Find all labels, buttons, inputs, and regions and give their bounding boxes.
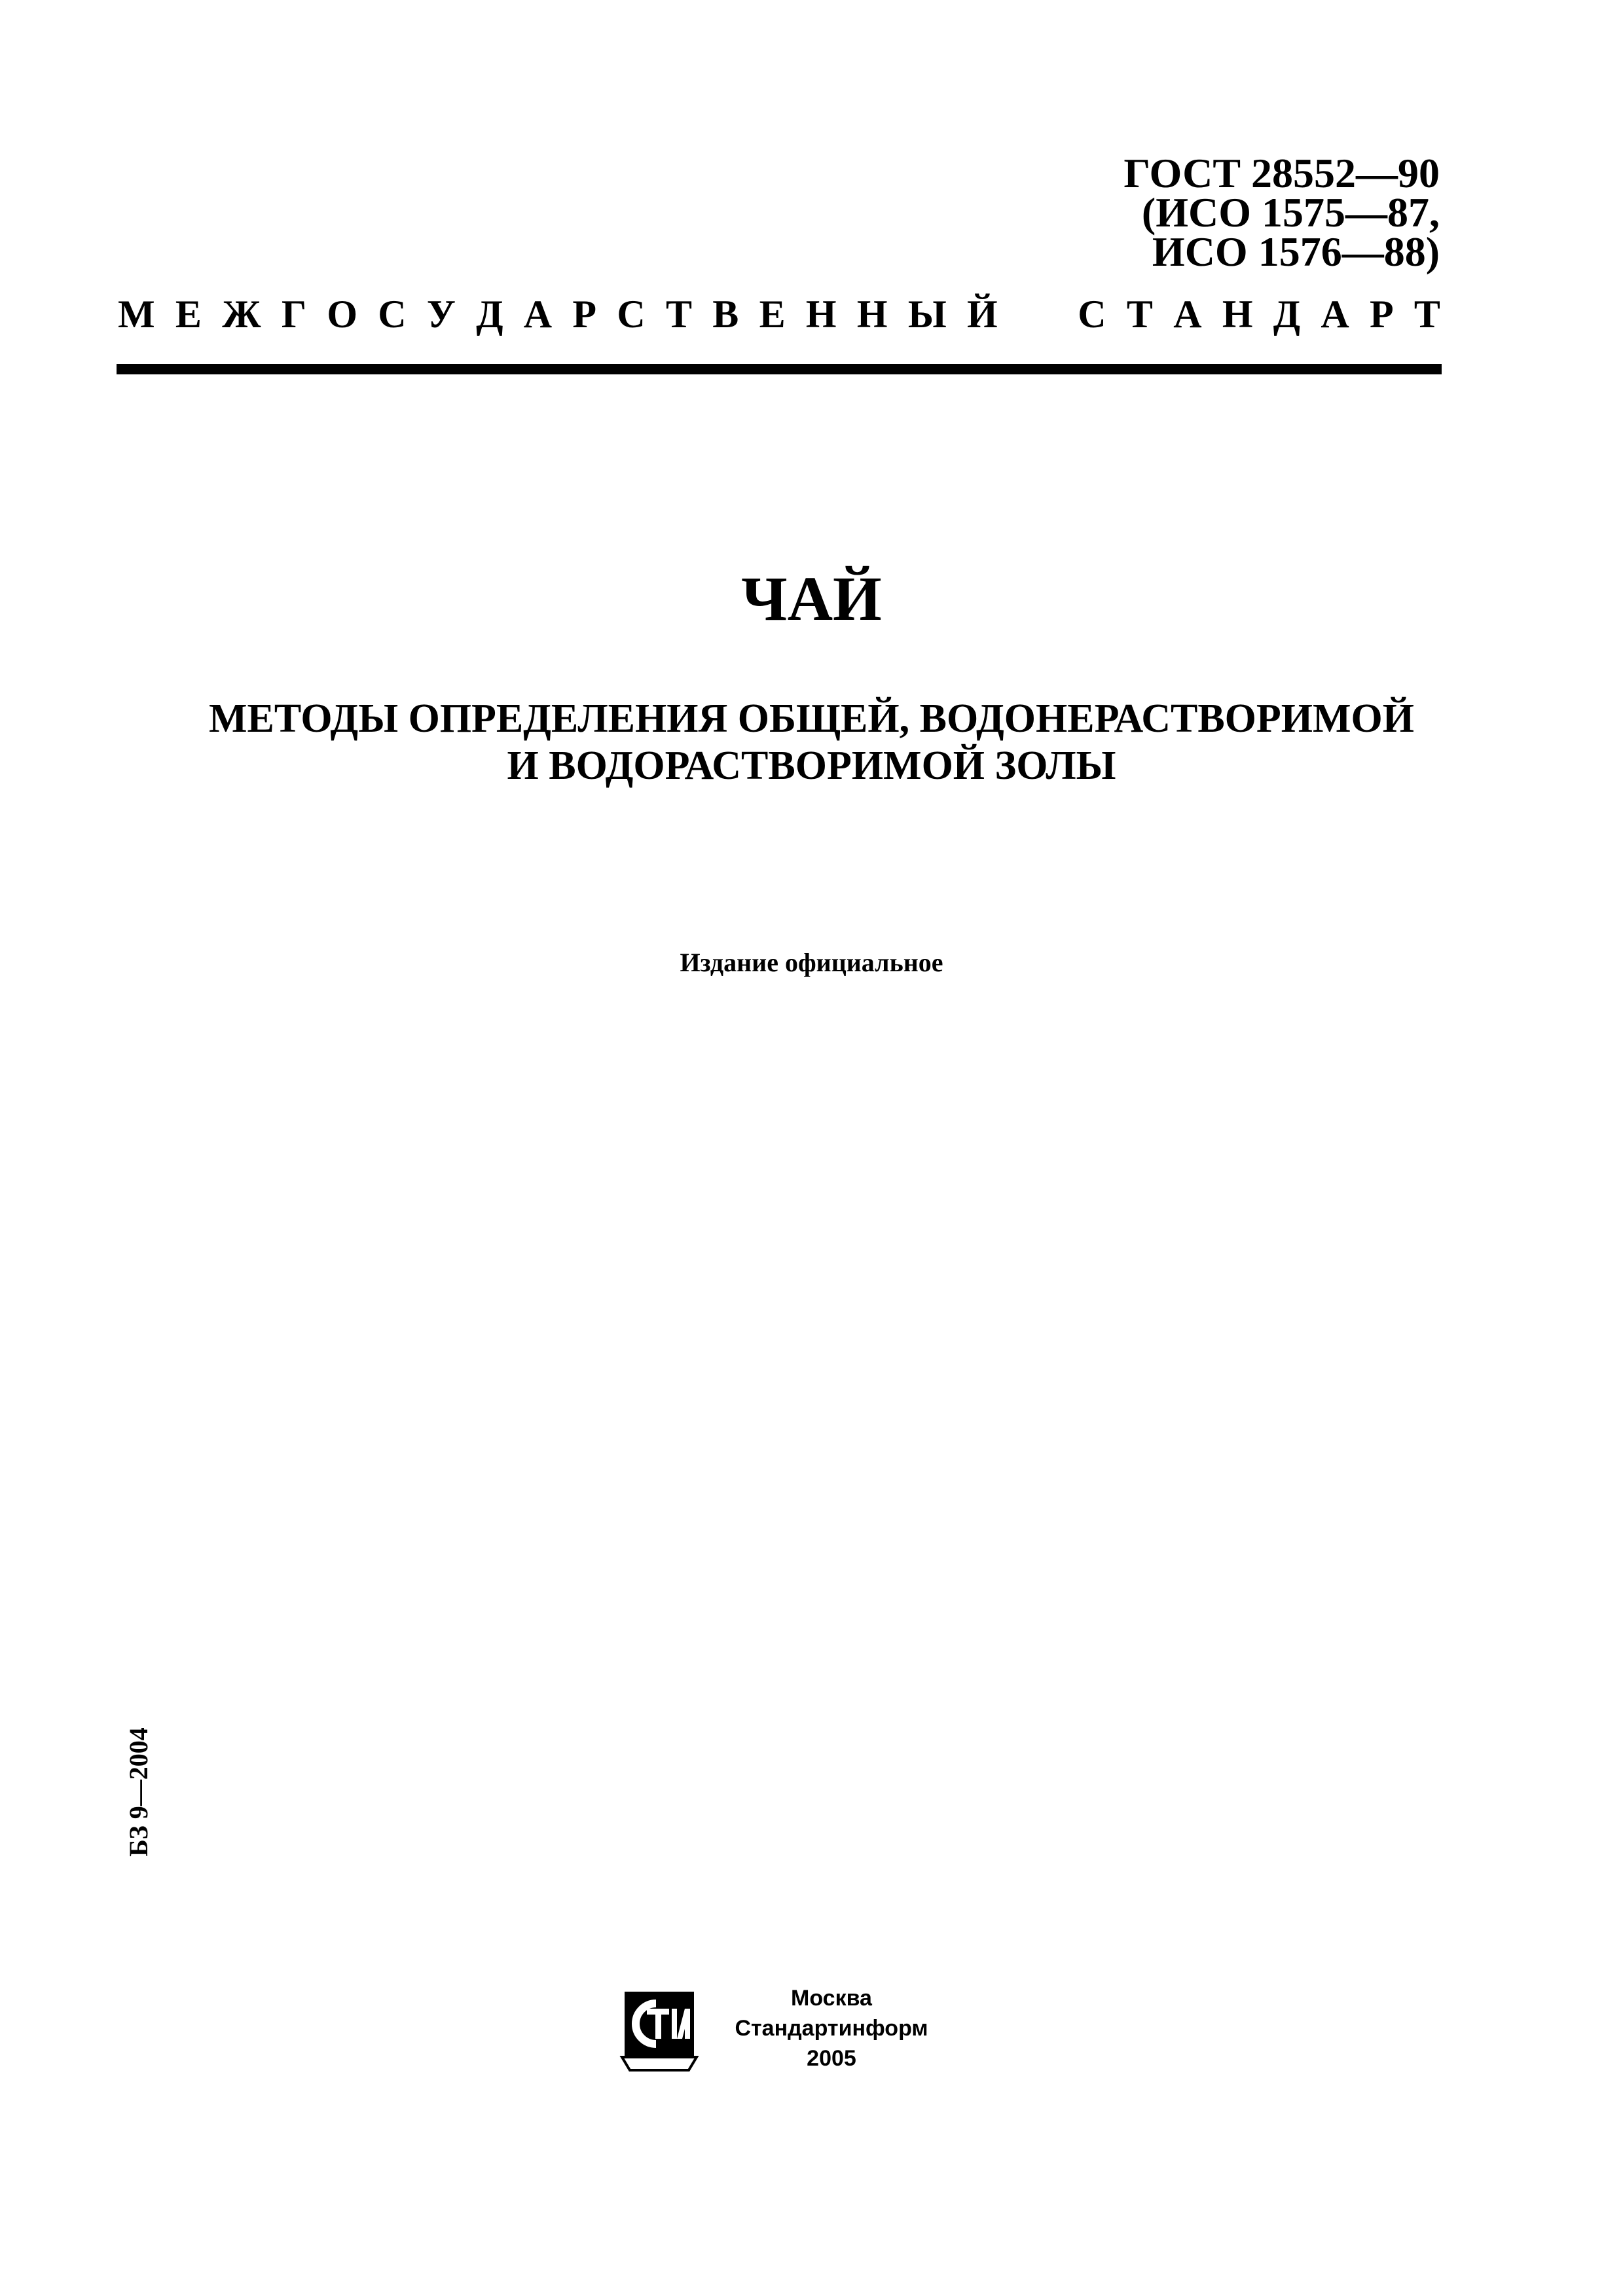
- category-letter: О: [327, 293, 357, 336]
- category-letter: М: [118, 293, 155, 336]
- header-rule: [117, 364, 1442, 374]
- category-letter: У: [426, 293, 456, 336]
- category-letter: Ж: [222, 293, 261, 336]
- side-code: [113, 1707, 165, 1877]
- category-letter: Д: [1273, 293, 1301, 336]
- standard-category: [118, 288, 1440, 340]
- category-letter: С: [617, 293, 646, 336]
- publisher-block: [714, 1983, 949, 2073]
- publisher-year: 2005: [807, 2046, 856, 2071]
- logo-graphic: [610, 1980, 708, 2078]
- designation-line: ГОСТ 28552—90: [1123, 150, 1440, 196]
- subtitle-line: И ВОДОРАСТВОРИМОЙ ЗОЛЫ: [507, 744, 1116, 788]
- category-letter: Т: [1126, 293, 1153, 336]
- standard-designation: [1123, 150, 1440, 275]
- designation-line: ИСО 1576—88): [1152, 228, 1440, 275]
- category-letter: Р: [572, 293, 597, 336]
- subtitle-line: МЕТОДЫ ОПРЕДЕЛЕНИЯ ОБЩЕЙ, ВОДОНЕРАСТВОРИМОЙ: [209, 696, 1414, 741]
- category-letter: Г: [281, 293, 307, 336]
- category-letter: Т: [1413, 293, 1440, 336]
- page-title: ЧАЙ: [741, 564, 882, 634]
- page-subtitle: [0, 695, 1623, 789]
- category-letter: Р: [1369, 293, 1394, 336]
- category-letter: А: [1173, 293, 1202, 336]
- category-letter: Ы: [907, 293, 947, 336]
- category-letter: Д: [476, 293, 503, 336]
- category-letter: Н: [856, 293, 888, 336]
- publisher-name: Стандартинформ: [735, 2016, 928, 2041]
- edition-note: Издание официальное: [680, 948, 943, 977]
- category-letter: А: [523, 293, 553, 336]
- category-letter: Е: [759, 293, 786, 336]
- category-letter: Н: [805, 293, 837, 336]
- word-gap: [1018, 288, 1057, 340]
- publisher-city: Москва: [791, 1986, 872, 2011]
- category-letter: С: [378, 293, 407, 336]
- designation-line: (ИСО 1575—87,: [1141, 189, 1440, 236]
- category-letter: С: [1078, 293, 1106, 336]
- category-letter: В: [712, 293, 739, 336]
- category-letter: Е: [175, 293, 202, 336]
- standartinform-logo-icon: [610, 1980, 708, 2078]
- side-code-text: БЗ 9—2004: [124, 1727, 153, 1857]
- category-letter: Т: [665, 293, 692, 336]
- category-letter: А: [1321, 293, 1349, 336]
- category-letter: Й: [967, 293, 998, 336]
- category-letter: Н: [1222, 293, 1253, 336]
